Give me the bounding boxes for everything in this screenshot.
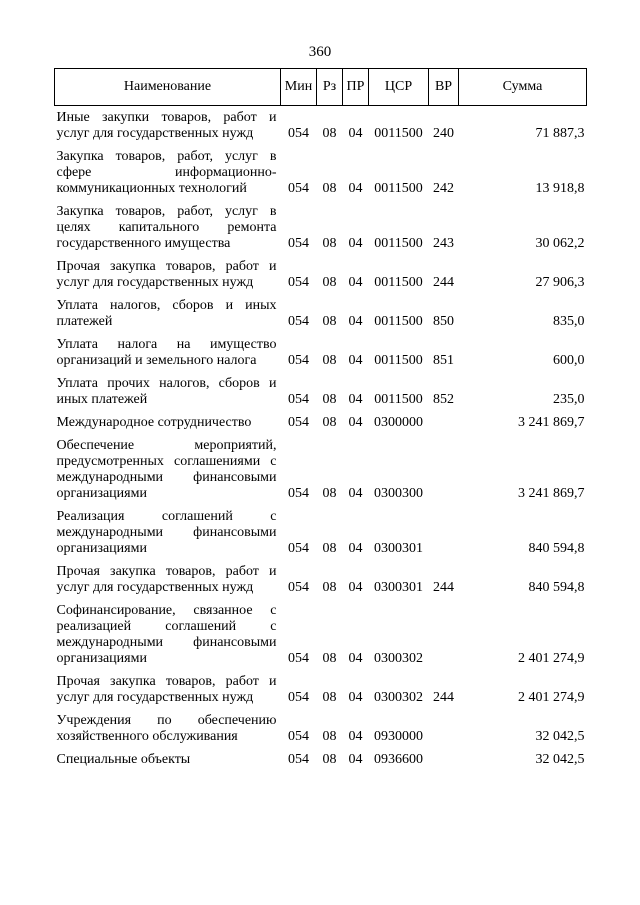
cell-csr: 0300000 — [374, 415, 423, 430]
cell-rz: 08 — [322, 752, 337, 767]
cell-min: 054 — [288, 415, 309, 430]
cell-csr: 0300300 — [374, 486, 423, 501]
cell-pr: 04 — [348, 181, 363, 196]
cell-name: Закупка товаров, работ, услуг в целях капитального ремонта государственного имущества — [56, 204, 277, 251]
cell-pr: 04 — [348, 126, 363, 141]
cell-name: Международное сотрудничество — [56, 415, 252, 430]
budget-table — [54, 68, 587, 771]
cell-pr: 04 — [348, 651, 363, 666]
cell-name: Иные закупки товаров, работ и услуг для государственных нужд — [56, 110, 277, 141]
cell-csr: 0011500 — [374, 353, 423, 368]
cell-csr: 0300302 — [374, 690, 423, 705]
cell-vr: 244 — [433, 275, 454, 290]
cell-csr: 0936600 — [374, 752, 423, 767]
cell-rz: 08 — [322, 353, 337, 368]
cell-name: Софинансирование, связанное с реализацией соглашений с международными финансовыми организациями — [56, 603, 277, 666]
cell-rz: 08 — [322, 181, 337, 196]
cell-min: 054 — [288, 314, 309, 329]
cell-min: 054 — [288, 541, 309, 556]
cell-vr — [429, 505, 459, 560]
header-name: Наименование — [55, 69, 281, 106]
cell-csr: 0011500 — [374, 314, 423, 329]
cell-pr: 04 — [348, 690, 363, 705]
cell-pr: 04 — [348, 275, 363, 290]
cell-csr: 0930000 — [374, 729, 423, 744]
cell-name: Прочая закупка товаров, работ и услуг для государственных нужд — [56, 674, 277, 705]
cell-sum: 32 042,5 — [535, 752, 585, 767]
cell-sum: 32 042,5 — [535, 729, 585, 744]
cell-name: Уплата налога на имущество организаций и земельного налога — [56, 337, 277, 368]
cell-min: 054 — [288, 392, 309, 407]
cell-name: Учреждения по обеспечению хозяйственного обслуживания — [56, 713, 277, 744]
cell-rz: 08 — [322, 275, 337, 290]
table-row — [55, 560, 587, 599]
cell-pr: 04 — [348, 314, 363, 329]
table-row — [55, 294, 587, 333]
table-row — [55, 599, 587, 670]
cell-rz: 08 — [322, 651, 337, 666]
cell-name: Уплата налогов, сборов и иных платежей — [56, 298, 277, 329]
table-row — [55, 200, 587, 255]
cell-vr — [429, 434, 459, 505]
table-row — [55, 255, 587, 294]
cell-min: 054 — [288, 236, 309, 251]
table-row — [55, 372, 587, 411]
cell-min: 054 — [288, 126, 309, 141]
cell-pr: 04 — [348, 580, 363, 595]
cell-csr: 0300301 — [374, 580, 423, 595]
cell-min: 054 — [288, 486, 309, 501]
header-csr: ЦСР — [369, 69, 429, 106]
cell-csr: 0011500 — [374, 126, 423, 141]
cell-name: Прочая закупка товаров, работ и услуг для государственных нужд — [56, 259, 277, 290]
cell-min: 054 — [288, 729, 309, 744]
cell-vr: 851 — [433, 353, 454, 368]
cell-vr: 244 — [433, 580, 454, 595]
cell-rz: 08 — [322, 236, 337, 251]
cell-rz: 08 — [322, 126, 337, 141]
cell-min: 054 — [288, 353, 309, 368]
cell-sum: 71 887,3 — [535, 126, 585, 141]
cell-rz: 08 — [322, 314, 337, 329]
table-row — [55, 505, 587, 560]
cell-sum: 30 062,2 — [535, 236, 585, 251]
cell-csr: 0011500 — [374, 236, 423, 251]
cell-name: Уплата прочих налогов, сборов и иных платежей — [56, 376, 277, 407]
cell-vr: 243 — [433, 236, 454, 251]
cell-vr: 242 — [433, 181, 454, 196]
cell-rz: 08 — [322, 415, 337, 430]
cell-csr: 0011500 — [374, 392, 423, 407]
cell-vr: 240 — [433, 126, 454, 141]
cell-sum: 3 241 869,7 — [518, 486, 585, 501]
table-body — [55, 106, 587, 772]
cell-pr: 04 — [348, 729, 363, 744]
cell-vr: 244 — [433, 690, 454, 705]
table-row — [55, 333, 587, 372]
cell-sum: 2 401 274,9 — [518, 690, 585, 705]
cell-rz: 08 — [322, 690, 337, 705]
cell-vr: 850 — [433, 314, 454, 329]
cell-pr: 04 — [348, 541, 363, 556]
table-row — [55, 748, 587, 771]
cell-vr — [429, 748, 459, 771]
header-rz: Рз — [317, 69, 343, 106]
cell-name: Прочая закупка товаров, работ и услуг для государственных нужд — [56, 564, 277, 595]
cell-csr: 0300301 — [374, 541, 423, 556]
header-sum: Сумма — [459, 69, 587, 106]
cell-name: Закупка товаров, работ, услуг в сфере информационно-коммуникационных технологий — [56, 149, 277, 196]
table-row — [55, 709, 587, 748]
cell-rz: 08 — [322, 392, 337, 407]
cell-csr: 0011500 — [374, 181, 423, 196]
cell-rz: 08 — [322, 486, 337, 501]
cell-sum: 840 594,8 — [528, 541, 585, 556]
cell-rz: 08 — [322, 541, 337, 556]
cell-sum: 235,0 — [553, 392, 585, 407]
cell-sum: 3 241 869,7 — [518, 415, 585, 430]
header-vr: ВР — [429, 69, 459, 106]
page-number: 360 — [308, 44, 332, 60]
cell-min: 054 — [288, 580, 309, 595]
table-row — [55, 434, 587, 505]
cell-pr: 04 — [348, 392, 363, 407]
cell-sum: 27 906,3 — [535, 275, 585, 290]
cell-pr: 04 — [348, 236, 363, 251]
cell-name: Реализация соглашений с международными финансовыми организациями — [56, 509, 277, 556]
cell-rz: 08 — [322, 729, 337, 744]
cell-vr: 852 — [433, 392, 454, 407]
table-row — [55, 106, 587, 146]
table-row — [55, 411, 587, 434]
header-min: Мин — [281, 69, 317, 106]
cell-name: Обеспечение мероприятий, предусмотренных соглашениями с международными финансовыми организациями — [56, 438, 277, 501]
cell-vr — [429, 599, 459, 670]
cell-min: 054 — [288, 275, 309, 290]
cell-min: 054 — [288, 752, 309, 767]
cell-sum: 13 918,8 — [535, 181, 585, 196]
cell-pr: 04 — [348, 353, 363, 368]
table-row — [55, 145, 587, 200]
cell-rz: 08 — [322, 580, 337, 595]
cell-min: 054 — [288, 651, 309, 666]
cell-pr: 04 — [348, 415, 363, 430]
cell-pr: 04 — [348, 486, 363, 501]
cell-min: 054 — [288, 181, 309, 196]
cell-csr: 0011500 — [374, 275, 423, 290]
cell-sum: 600,0 — [553, 353, 585, 368]
table-header-row — [55, 69, 587, 106]
table-row — [55, 670, 587, 709]
cell-sum: 835,0 — [553, 314, 585, 329]
cell-name: Специальные объекты — [56, 752, 191, 767]
header-pr: ПР — [343, 69, 369, 106]
cell-vr — [429, 709, 459, 748]
cell-vr — [429, 411, 459, 434]
cell-min: 054 — [288, 690, 309, 705]
cell-csr: 0300302 — [374, 651, 423, 666]
cell-sum: 840 594,8 — [528, 580, 585, 595]
cell-pr: 04 — [348, 752, 363, 767]
cell-sum: 2 401 274,9 — [518, 651, 585, 666]
